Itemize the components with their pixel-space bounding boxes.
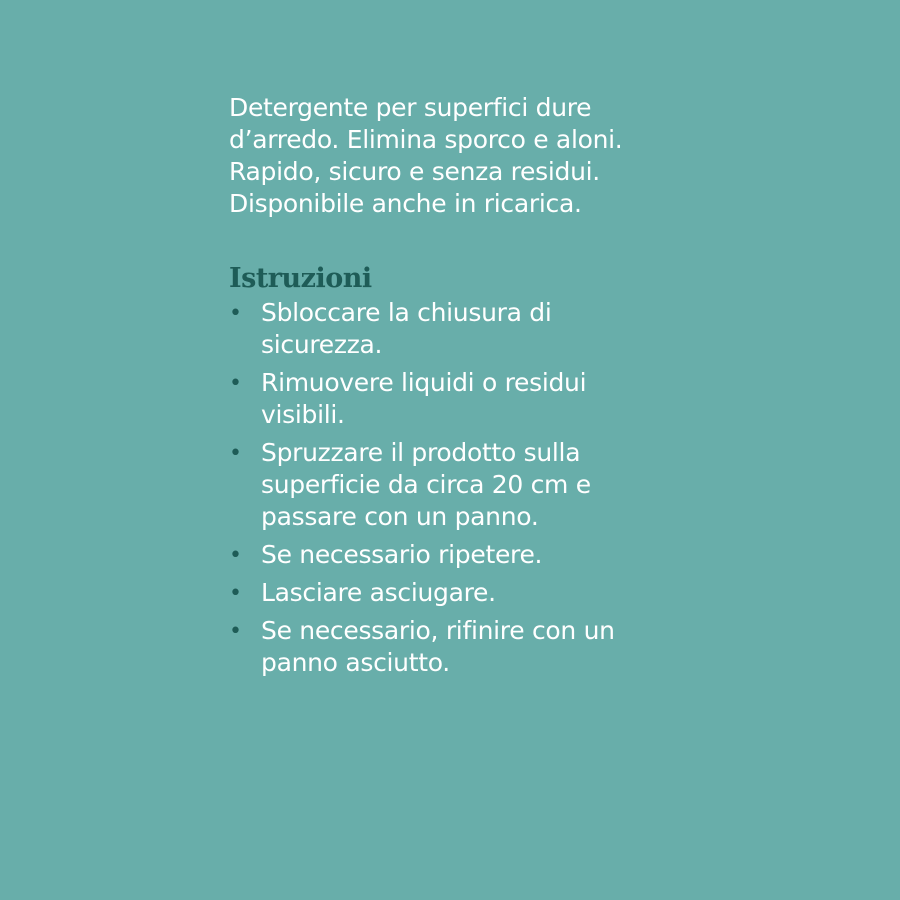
step-line: sicurezza. — [261, 330, 383, 359]
step-line: visibili. — [261, 400, 345, 429]
description-line: Detergente per superfici dure — [229, 93, 592, 122]
bullet-icon: • — [229, 301, 242, 326]
instruction-step — [229, 577, 689, 609]
label-panel — [229, 92, 689, 685]
instruction-step — [229, 297, 689, 361]
step-line: Lasciare asciugare. — [261, 578, 496, 607]
step-line: Sbloccare la chiusura di — [261, 298, 552, 327]
step-line: panno asciutto. — [261, 648, 450, 677]
instruction-step — [229, 367, 689, 431]
instruction-step — [229, 437, 689, 533]
bullet-icon: • — [229, 441, 242, 466]
bullet-icon: • — [229, 619, 242, 644]
step-line: superficie da circa 20 cm e — [261, 470, 591, 499]
bullet-icon: • — [229, 371, 242, 396]
step-line: Spruzzare il prodotto sulla — [261, 438, 581, 467]
step-line: Rimuovere liquidi o residui — [261, 368, 587, 397]
step-line: Se necessario ripetere. — [261, 540, 543, 569]
instruction-step — [229, 539, 689, 571]
instructions-heading: Istruzioni — [229, 263, 372, 294]
product-description — [229, 92, 689, 220]
description-line: Disponibile anche in ricarica. — [229, 189, 582, 218]
bullet-icon: • — [229, 581, 242, 606]
description-line: d’arredo. Elimina sporco e aloni. — [229, 125, 623, 154]
instruction-step — [229, 615, 689, 679]
step-line: Se necessario, rifinire con un — [261, 616, 615, 645]
step-line: passare con un panno. — [261, 502, 539, 531]
description-line: Rapido, sicuro e senza residui. — [229, 157, 600, 186]
instructions-list — [229, 297, 689, 679]
bullet-icon: • — [229, 543, 242, 568]
